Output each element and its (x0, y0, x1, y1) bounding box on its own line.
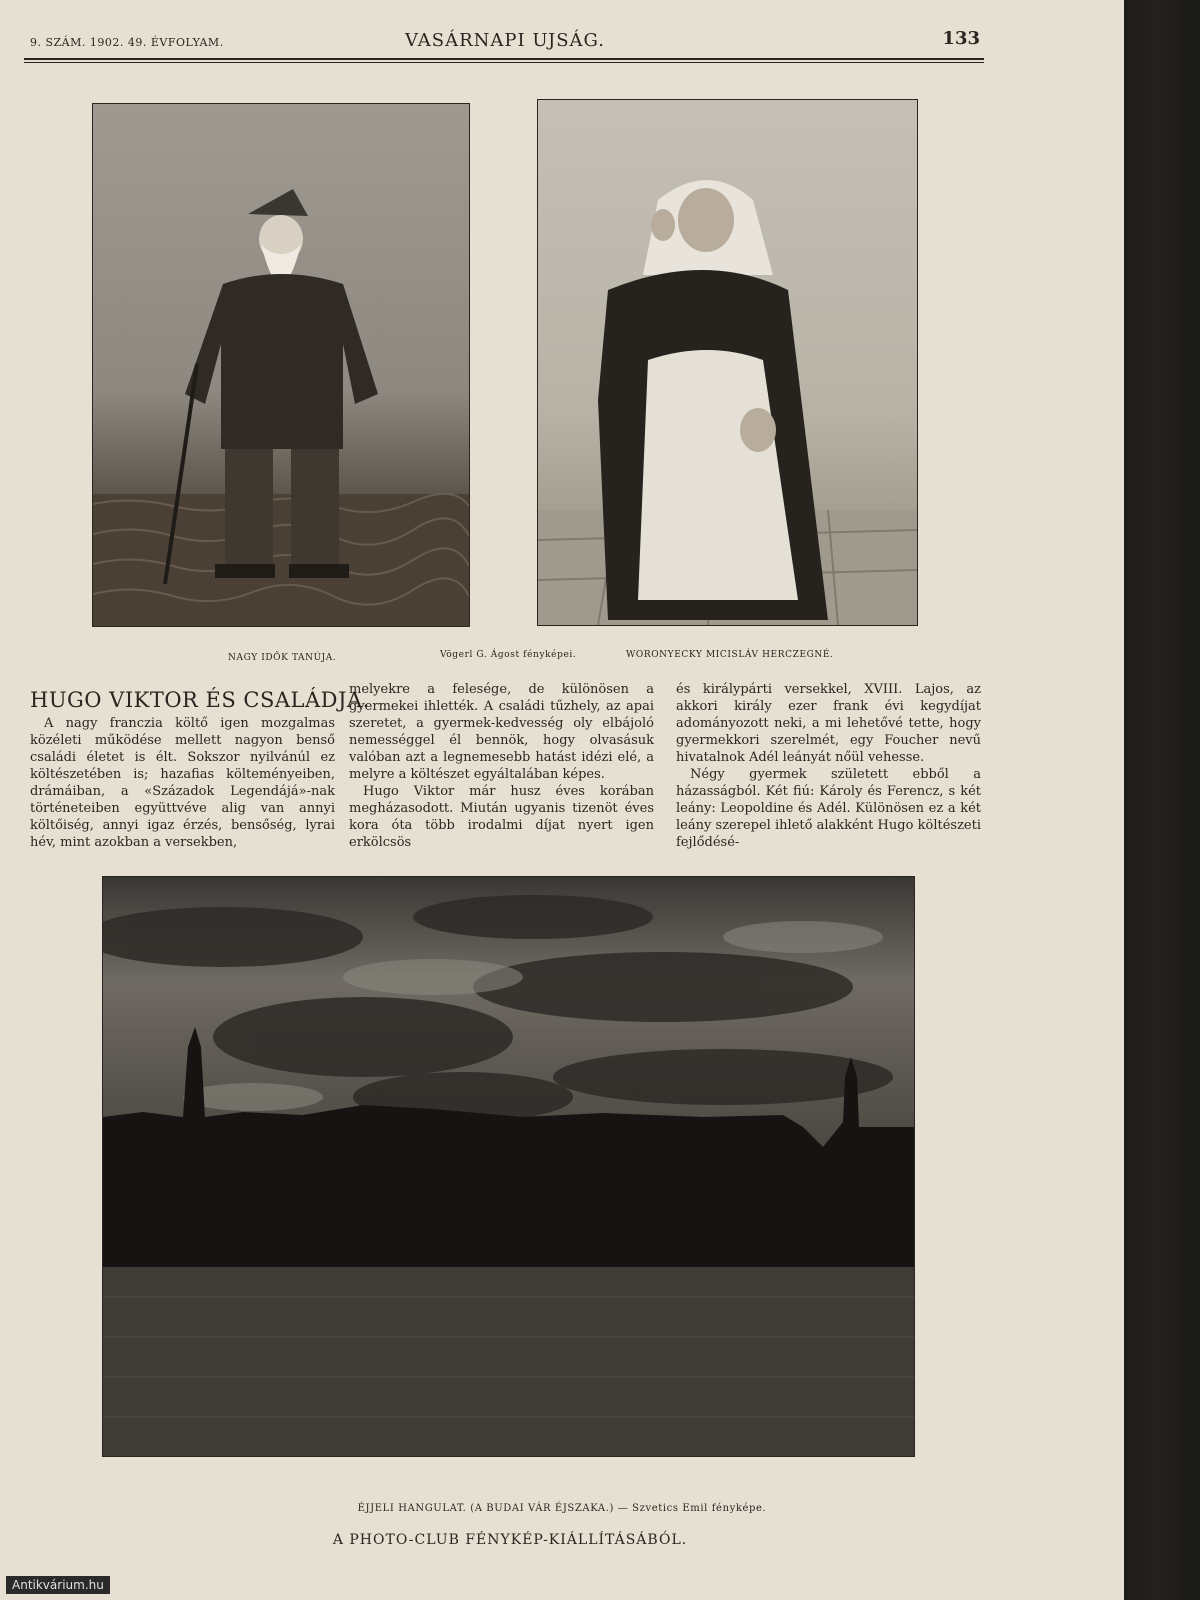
article-column-1 (30, 715, 335, 851)
column-2-paragraph-1: melyekre a felesége, de különösen a gyermekei ihlették. A családi tűzhely, az apai szeretet, a gyermek-kedvesség oly elbájoló nemességgel él bennök, hogy olvasásuk valóban azt a legnemesebb hatást idézi elé, a melyre a költészet egyáltalában képes. (349, 682, 654, 782)
caption-left: NAGY IDŐK TANÚJA. (228, 653, 337, 663)
column-3-paragraph-2: Négy gyermek született ebből a házasságból. Két fiú: Károly és Ferencz, s két leány: Leopoldine és Adél. Különösen ez a két leány szerepel ihlető alakként Hugo költészeti fejlődésé- (676, 767, 981, 850)
article-column-3 (676, 681, 981, 851)
caption-right: WORONYECKY MICISLÁV HERCZEGNÉ. (626, 650, 834, 660)
header-rule-thin (24, 62, 984, 63)
book-spine (1124, 0, 1200, 1600)
bottom-section-title: A PHOTO-CLUB FÉNYKÉP-KIÁLLÍTÁSÁBÓL. (332, 1532, 688, 1548)
masthead: VASÁRNAPI UJSÁG. (404, 30, 606, 51)
issue-info: 9. SZÁM. 1902. 49. ÉVFOLYAM. (30, 36, 224, 49)
photo-budai-var-night (102, 876, 915, 1457)
column-1-text: A nagy franczia költő igen mozgalmas közéleti működése mellett nagyon benső családi életet is élt. Sokszor nyilvánúl ez költészetében is; hazafias költeményeiben, drámáiban, a «Századok Legendájá»-nak történeteiben együttvéve alig van annyi költőiség, annyi igaz érzés, bensőség, lyrai hév, mint azokban a versekben, (30, 716, 335, 850)
article-headline: HUGO VIKTOR ÉS CSALÁDJA. (30, 688, 370, 712)
header-rule (24, 58, 984, 60)
article-column-2 (349, 681, 654, 851)
page-header (30, 28, 980, 56)
photo-old-man (92, 103, 470, 627)
caption-photographer: Vögerl G. Ágost fényképei. (440, 650, 577, 660)
bottom-photo-caption: ÉJJELI HANGULAT. (A BUDAI VÁR ÉJSZAKA.) — Szvetics Emil fényképe. (357, 1503, 767, 1514)
watermark: Antikvárium.hu (6, 1576, 110, 1594)
page-number: 133 (942, 28, 980, 49)
column-3-paragraph-1: és királypárti versekkel, XVIII. Lajos, az akkori király ezer frank évi kegydíjat adományozott neki, a mi lehetővé tette, hogy gyermekkori szerelmét, egy Foucher nevű hivatalnok Adél leányát nőül vehesse. (676, 682, 981, 765)
column-2-paragraph-2: Hugo Viktor már husz éves korában megházasodott. Miután ugyanis tizenöt éves kora óta több irodalmi díjat nyert igen erkölcsös (349, 784, 654, 850)
photo-old-woman (537, 99, 918, 626)
